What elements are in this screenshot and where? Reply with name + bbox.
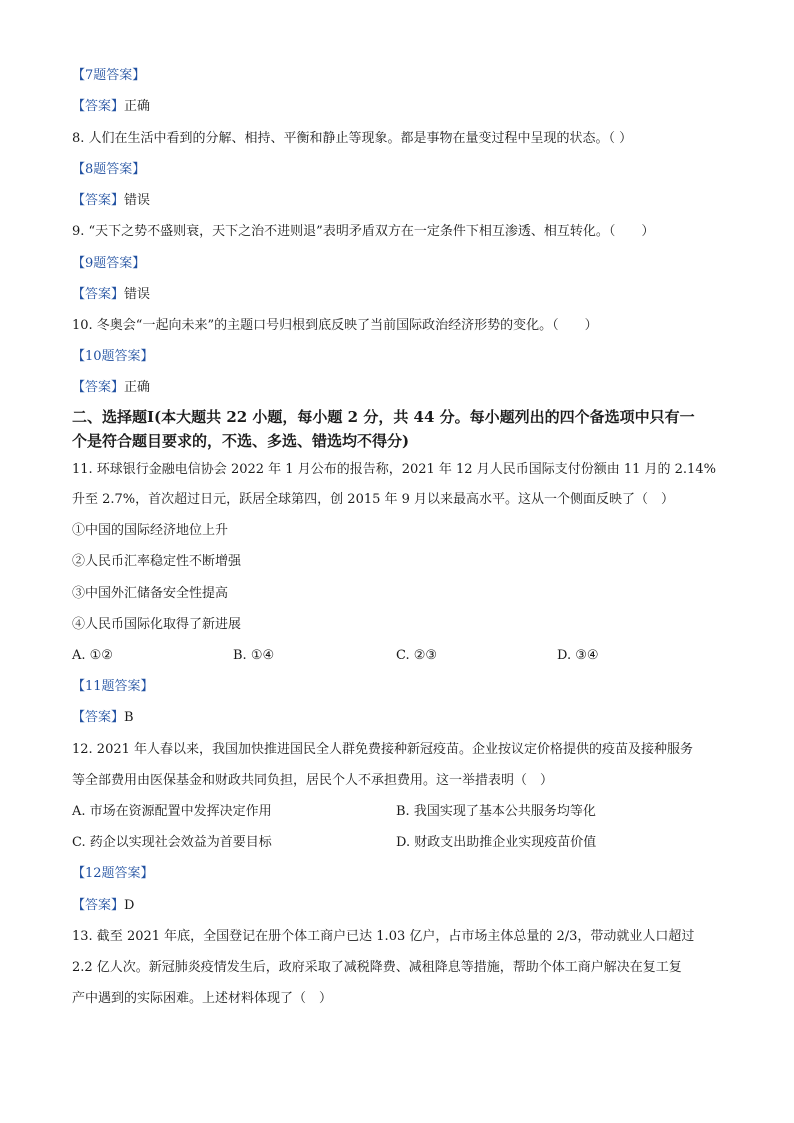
answer-label: 【答案】 [72, 380, 125, 395]
q13-stem-line1: 13. 截至 2021 年底，全国登记在册个体工商户已达 1.03 亿户，占市场主体总量的 2/3，带动就业人口超过 [72, 929, 695, 944]
q8-stem: 8. 人们在生活中看到的分解、相持、平衡和静止等现象。都是事物在量变过程中呈现的状态。（ ） [72, 131, 633, 146]
q11-item-1: ①中国的国际经济地位上升 [72, 523, 229, 538]
q11-item-2: ②人民币汇率稳定性不断增强 [72, 554, 242, 569]
q12-answer-tag: 【12题答案】 [72, 866, 154, 881]
q11-stem-line1: 11. 环球银行金融电信协会 2022 年 1 月公布的报告称，2021 年 12 月人民币国际支付份额由 11 月的 2.14% [72, 462, 716, 477]
q11-stem-line2: 升至 2.7%，首次超过日元，跃居全球第四，创 2015 年 9 月以来最高水平。这从一个侧面反映了（ ） [72, 492, 675, 507]
q11-option-b: B. ①④ [233, 648, 275, 663]
answer-label: 【答案】 [72, 710, 125, 725]
q13-stem-line3: 产中遇到的实际困难。上述材料体现了（ ） [72, 991, 333, 1006]
q10-answer-tag: 【10题答案】 [72, 349, 154, 364]
q11-option-c: C. ②③ [396, 648, 438, 663]
q7-answer [72, 97, 150, 117]
q12-stem-line1: 12. 2021 年人春以来，我国加快推进国民全人群免费接种新冠疫苗。企业按议定价格提供的疫苗及接种服务 [72, 742, 694, 757]
q9-answer [72, 285, 150, 305]
answer-value: 正确 [124, 99, 151, 114]
q11-item-3: ③中国外汇储备安全性提高 [72, 586, 229, 601]
q12-option-c: C. 药企以实现社会效益为首要目标 [72, 835, 272, 850]
q11-answer-tag: 【11题答案】 [72, 679, 154, 694]
q12-option-d: D. 财政支出助推企业实现疫苗价值 [396, 835, 597, 850]
q8-answer-tag: 【8题答案】 [72, 162, 146, 177]
q8-answer [72, 191, 150, 211]
q9-stem: 9. “天下之势不盛则衰，天下之治不进则退”表明矛盾双方在一定条件下相互渗透、相互转化。（ ） [72, 224, 655, 239]
section-heading-line1: 二、选择题Ⅰ(本大题共 22 小题，每小题 2 分，共 44 分。每小题列出的四个备选项中只有一 [72, 408, 695, 426]
q10-answer [72, 378, 150, 398]
answer-label: 【答案】 [72, 287, 125, 302]
q12-option-a: A. 市场在资源配置中发挥决定作用 [72, 804, 272, 819]
q11-option-a: A. ①② [72, 648, 113, 663]
q10-stem: 10. 冬奥会“一起向未来”的主题口号归根到底反映了当前国际政治经济形势的变化。（ ） [72, 318, 598, 333]
answer-value: 正确 [124, 380, 151, 395]
q11-answer [72, 708, 134, 728]
q11-option-d: D. ③④ [557, 648, 599, 663]
answer-value: 错误 [124, 193, 151, 208]
answer-label: 【答案】 [72, 898, 125, 913]
section-heading-line2: 个是符合题目要求的，不选、多选、错选均不得分) [72, 432, 410, 450]
answer-value: 错误 [124, 287, 151, 302]
answer-value: D [124, 898, 135, 913]
q11-item-4: ④人民币国际化取得了新进展 [72, 617, 242, 632]
q7-answer-tag: 【7题答案】 [72, 68, 146, 83]
q12-answer [72, 896, 134, 916]
q13-stem-line2: 2.2 亿人次。新冠肺炎疫情发生后，政府采取了减税降费、减租降息等措施，帮助个体工商户解决在复工复 [72, 960, 682, 975]
answer-label: 【答案】 [72, 99, 125, 114]
q9-answer-tag: 【9题答案】 [72, 256, 146, 271]
answer-label: 【答案】 [72, 193, 125, 208]
q12-stem-line2: 等全部费用由医保基金和财政共同负担，居民个人不承担费用。这一举措表明（ ） [72, 773, 554, 788]
q12-option-b: B. 我国实现了基本公共服务均等化 [396, 804, 596, 819]
answer-value: B [124, 710, 134, 725]
